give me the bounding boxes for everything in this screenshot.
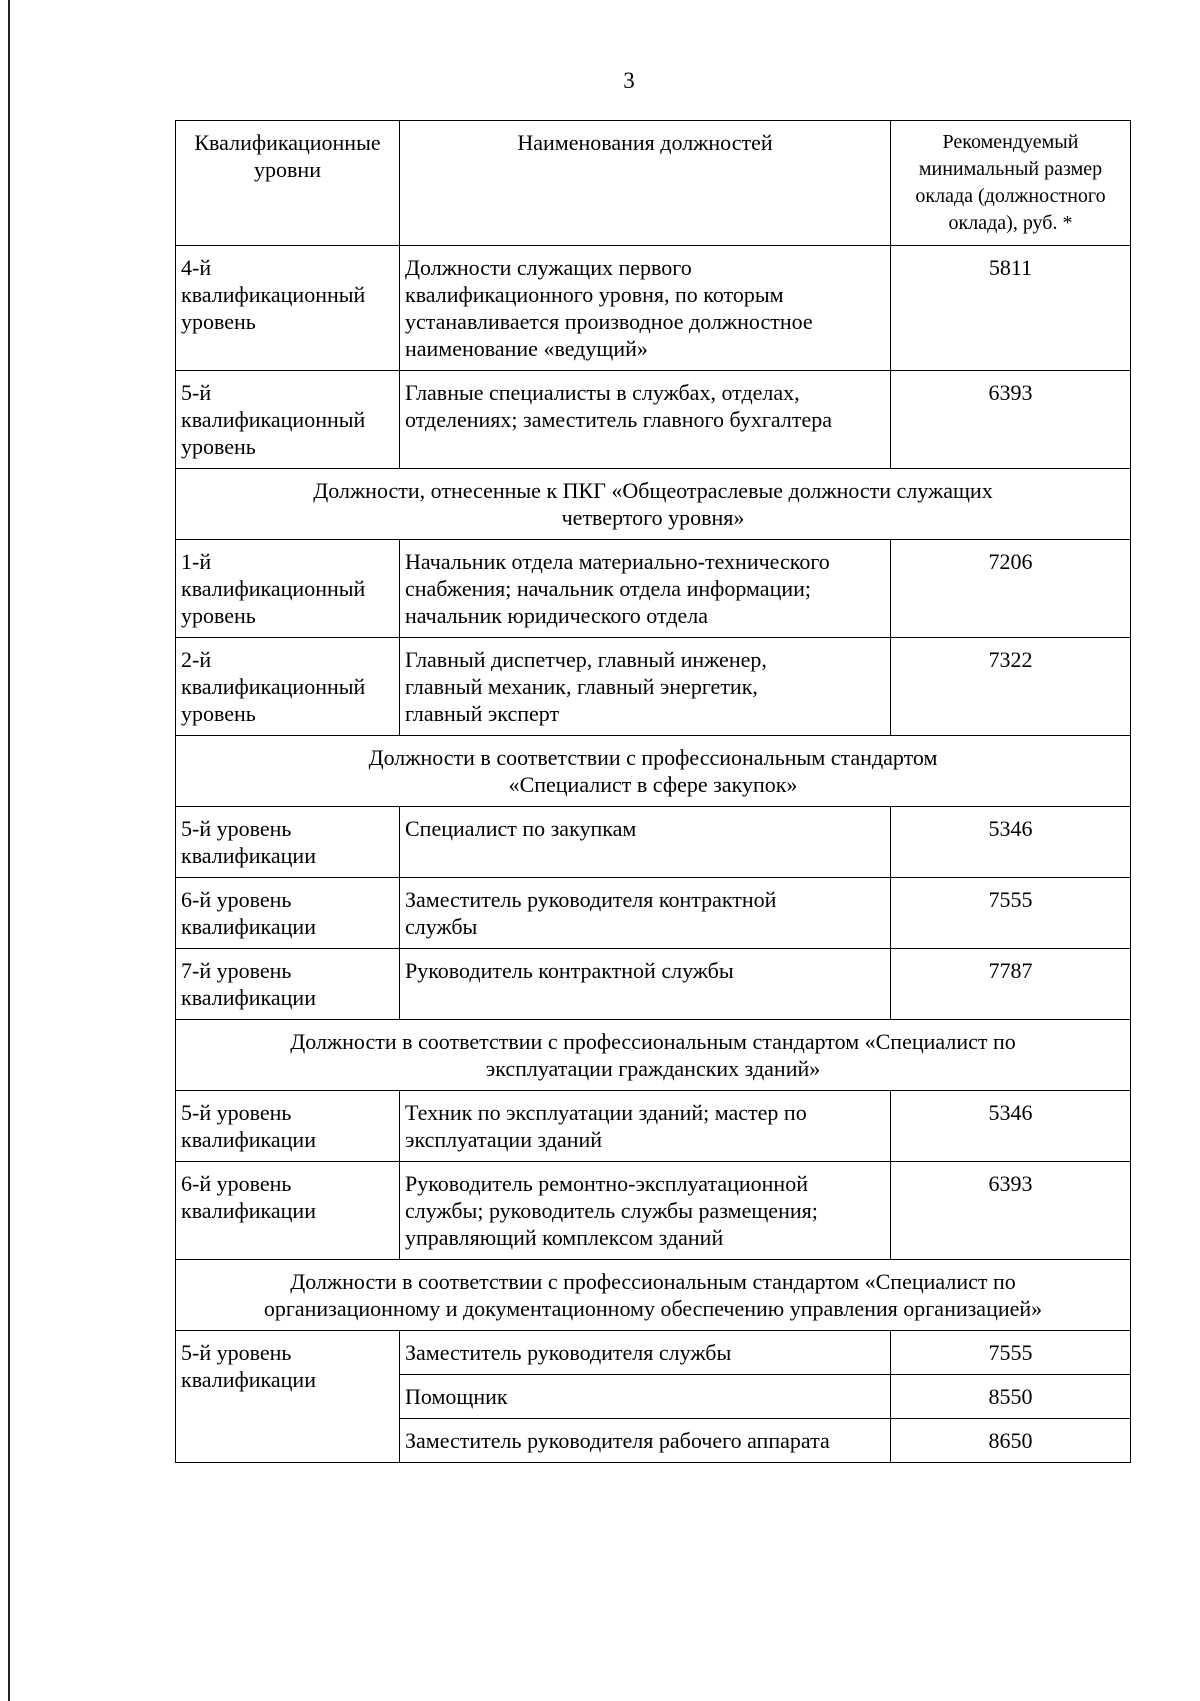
table-header-row: [176, 121, 1131, 246]
salary-value: 7555: [891, 1331, 1131, 1375]
table-group-row: [176, 736, 1131, 807]
salary-value: 7555: [891, 878, 1131, 949]
header-qualification-levels: Квалификационные уровни: [176, 121, 400, 246]
table-row: [176, 878, 1131, 949]
salary-table: [175, 120, 1131, 1463]
header-position-names: Наименования должностей: [400, 121, 891, 246]
qualification-level: 5-й уровень квалификации: [176, 807, 400, 878]
salary-value: 6393: [891, 371, 1131, 469]
table-group-row: [176, 1260, 1131, 1331]
table-row: [176, 949, 1131, 1020]
position-name: Руководитель ремонтно-эксплуатационной службы; руководитель службы размещения; управляющий комплексом зданий: [400, 1162, 891, 1260]
salary-value: 6393: [891, 1162, 1131, 1260]
position-name: Специалист по закупкам: [400, 807, 891, 878]
page-number: 3: [623, 68, 635, 93]
salary-value: 8550: [891, 1375, 1131, 1419]
position-name: Руководитель контрактной службы: [400, 949, 891, 1020]
position-name: Заместитель руководителя службы: [400, 1331, 891, 1375]
group-title: Должности в соответствии с профессиональным стандартом «Специалист по организационному и документационному обеспечению управления организацией»: [176, 1260, 1131, 1331]
qualification-level: 5-й уровень квалификации: [176, 1331, 400, 1463]
table-row: [176, 540, 1131, 638]
table-row: [176, 1331, 1131, 1375]
table-row: [176, 1162, 1131, 1260]
salary-value: 5346: [891, 807, 1131, 878]
salary-value: 7322: [891, 638, 1131, 736]
group-title: Должности, отнесенные к ПКГ «Общеотраслевые должности служащих четвертого уровня»: [176, 469, 1131, 540]
qualification-level: 1-й квалификационный уровень: [176, 540, 400, 638]
group-title: Должности в соответствии с профессиональным стандартом «Специалист по эксплуатации гражданских зданий»: [176, 1020, 1131, 1091]
position-name: Начальник отдела материально-технического снабжения; начальник отдела информации; начальник юридического отдела: [400, 540, 891, 638]
salary-value: 5346: [891, 1091, 1131, 1162]
table-row: [176, 246, 1131, 371]
salary-value: 5811: [891, 246, 1131, 371]
table-group-row: [176, 1020, 1131, 1091]
position-name: Главные специалисты в службах, отделах, отделениях; заместитель главного бухгалтера: [400, 371, 891, 469]
group-title: Должности в соответствии с профессиональным стандартом «Специалист в сфере закупок»: [176, 736, 1131, 807]
table-row: [176, 807, 1131, 878]
position-name: Главный диспетчер, главный инженер, главный механик, главный энергетик, главный эксперт: [400, 638, 891, 736]
position-name: Должности служащих первого квалификационного уровня, по которым устанавливается производное должностное наименование «ведущий»: [400, 246, 891, 371]
qualification-level: 4-й квалификационный уровень: [176, 246, 400, 371]
table-row: [176, 1091, 1131, 1162]
qualification-level: 6-й уровень квалификации: [176, 1162, 400, 1260]
qualification-level: 5-й уровень квалификации: [176, 1091, 400, 1162]
table-body: [176, 246, 1131, 1463]
salary-value: 7787: [891, 949, 1131, 1020]
table-row: [176, 638, 1131, 736]
position-name: Заместитель руководителя контрактной службы: [400, 878, 891, 949]
table-group-row: [176, 469, 1131, 540]
scan-left-border: [8, 0, 10, 1701]
position-name: Техник по эксплуатации зданий; мастер по эксплуатации зданий: [400, 1091, 891, 1162]
table-row: [176, 371, 1131, 469]
qualification-level: 5-й квалификационный уровень: [176, 371, 400, 469]
salary-value: 7206: [891, 540, 1131, 638]
qualification-level: 6-й уровень квалификации: [176, 878, 400, 949]
position-name: Заместитель руководителя рабочего аппарата: [400, 1419, 891, 1463]
salary-value: 8650: [891, 1419, 1131, 1463]
header-recommended-salary: Рекомендуемый минимальный размер оклада (должностного оклада), руб. *: [891, 121, 1131, 246]
position-name: Помощник: [400, 1375, 891, 1419]
qualification-level: 2-й квалификационный уровень: [176, 638, 400, 736]
qualification-level: 7-й уровень квалификации: [176, 949, 400, 1020]
